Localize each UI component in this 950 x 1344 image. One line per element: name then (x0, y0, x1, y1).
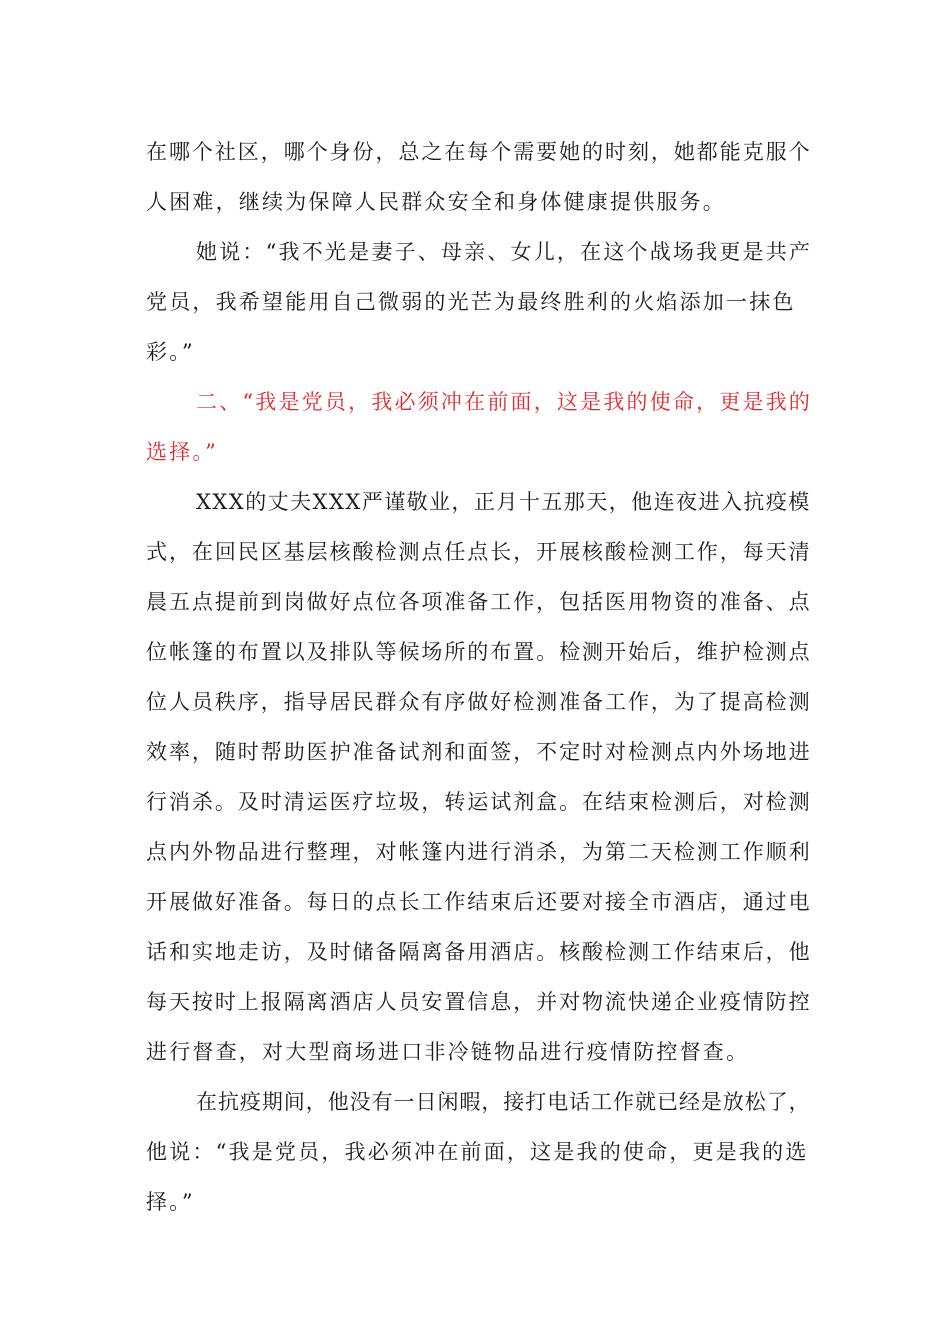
paragraph-3-line-7: 行消杀。及时清运医疗垃圾，转运试剂盒。在结束检测后，对检测 (146, 790, 812, 814)
paragraph-3-line-10: 话和实地走访，及时储备隔离备用酒店。核酸检测工作结束后，他 (146, 940, 812, 964)
paragraph-2-line-1: 她说：“我不光是妻子、母亲、女儿，在这个战场我更是共产 (196, 240, 813, 264)
paragraph-2-line-2: 党员，我希望能用自己微弱的光芒为最终胜利的火焰添加一抹色 (146, 290, 796, 314)
paragraph-1-line-2: 人困难，继续为保障人民群众安全和身体健康提供服务。 (146, 190, 726, 214)
paragraph-3-line-3: 晨五点提前到岗做好点位各项准备工作，包括医用物资的准备、点 (146, 590, 812, 614)
paragraph-3-line-1: XXX的丈夫XXX严谨敬业，正月十五那天，他连夜进入抗疫模 (196, 490, 811, 514)
paragraph-2-line-3: 彩。” (146, 340, 195, 364)
section-heading-line-1: 二、“我是党员，我必须冲在前面，这是我的使命，更是我的 (196, 390, 813, 414)
paragraph-3-line-9: 开展做好准备。每日的点长工作结束后还要对接全市酒店，通过电 (146, 890, 812, 914)
paragraph-3-line-2: 式，在回民区基层核酸检测点任点长，开展核酸检测工作，每天清 (146, 540, 812, 564)
paragraph-4-line-2: 他说：“我是党员，我必须冲在前面，这是我的使命，更是我的选 (146, 1140, 809, 1164)
section-heading-line-2: 选择。” (146, 440, 219, 464)
paragraph-4-line-3: 择。” (146, 1190, 195, 1214)
paragraph-4-line-1: 在抗疫期间，他没有一日闲暇，接打电话工作就已经是放松了， (196, 1090, 811, 1114)
paragraph-3-line-11: 每天按时上报隔离酒店人员安置信息，并对物流快递企业疫情防控 (146, 990, 812, 1014)
paragraph-1-line-1: 在哪个社区，哪个身份，总之在每个需要她的时刻，她都能克服个 (146, 140, 812, 164)
paragraph-3-line-5: 位人员秩序，指导居民群众有序做好检测准备工作，为了提高检测 (146, 690, 812, 714)
paragraph-3-line-6: 效率，随时帮助医护准备试剂和面签，不定时对检测点内外场地进 (146, 740, 812, 764)
paragraph-3-line-8: 点内外物品进行整理，对帐篷内进行消杀，为第二天检测工作顺利 (146, 840, 812, 864)
paragraph-3-line-4: 位帐篷的布置以及排队等候场所的布置。检测开始后，维护检测点 (146, 640, 812, 664)
paragraph-3-line-12: 进行督查，对大型商场进口非冷链物品进行疫情防控督查。 (146, 1040, 750, 1064)
